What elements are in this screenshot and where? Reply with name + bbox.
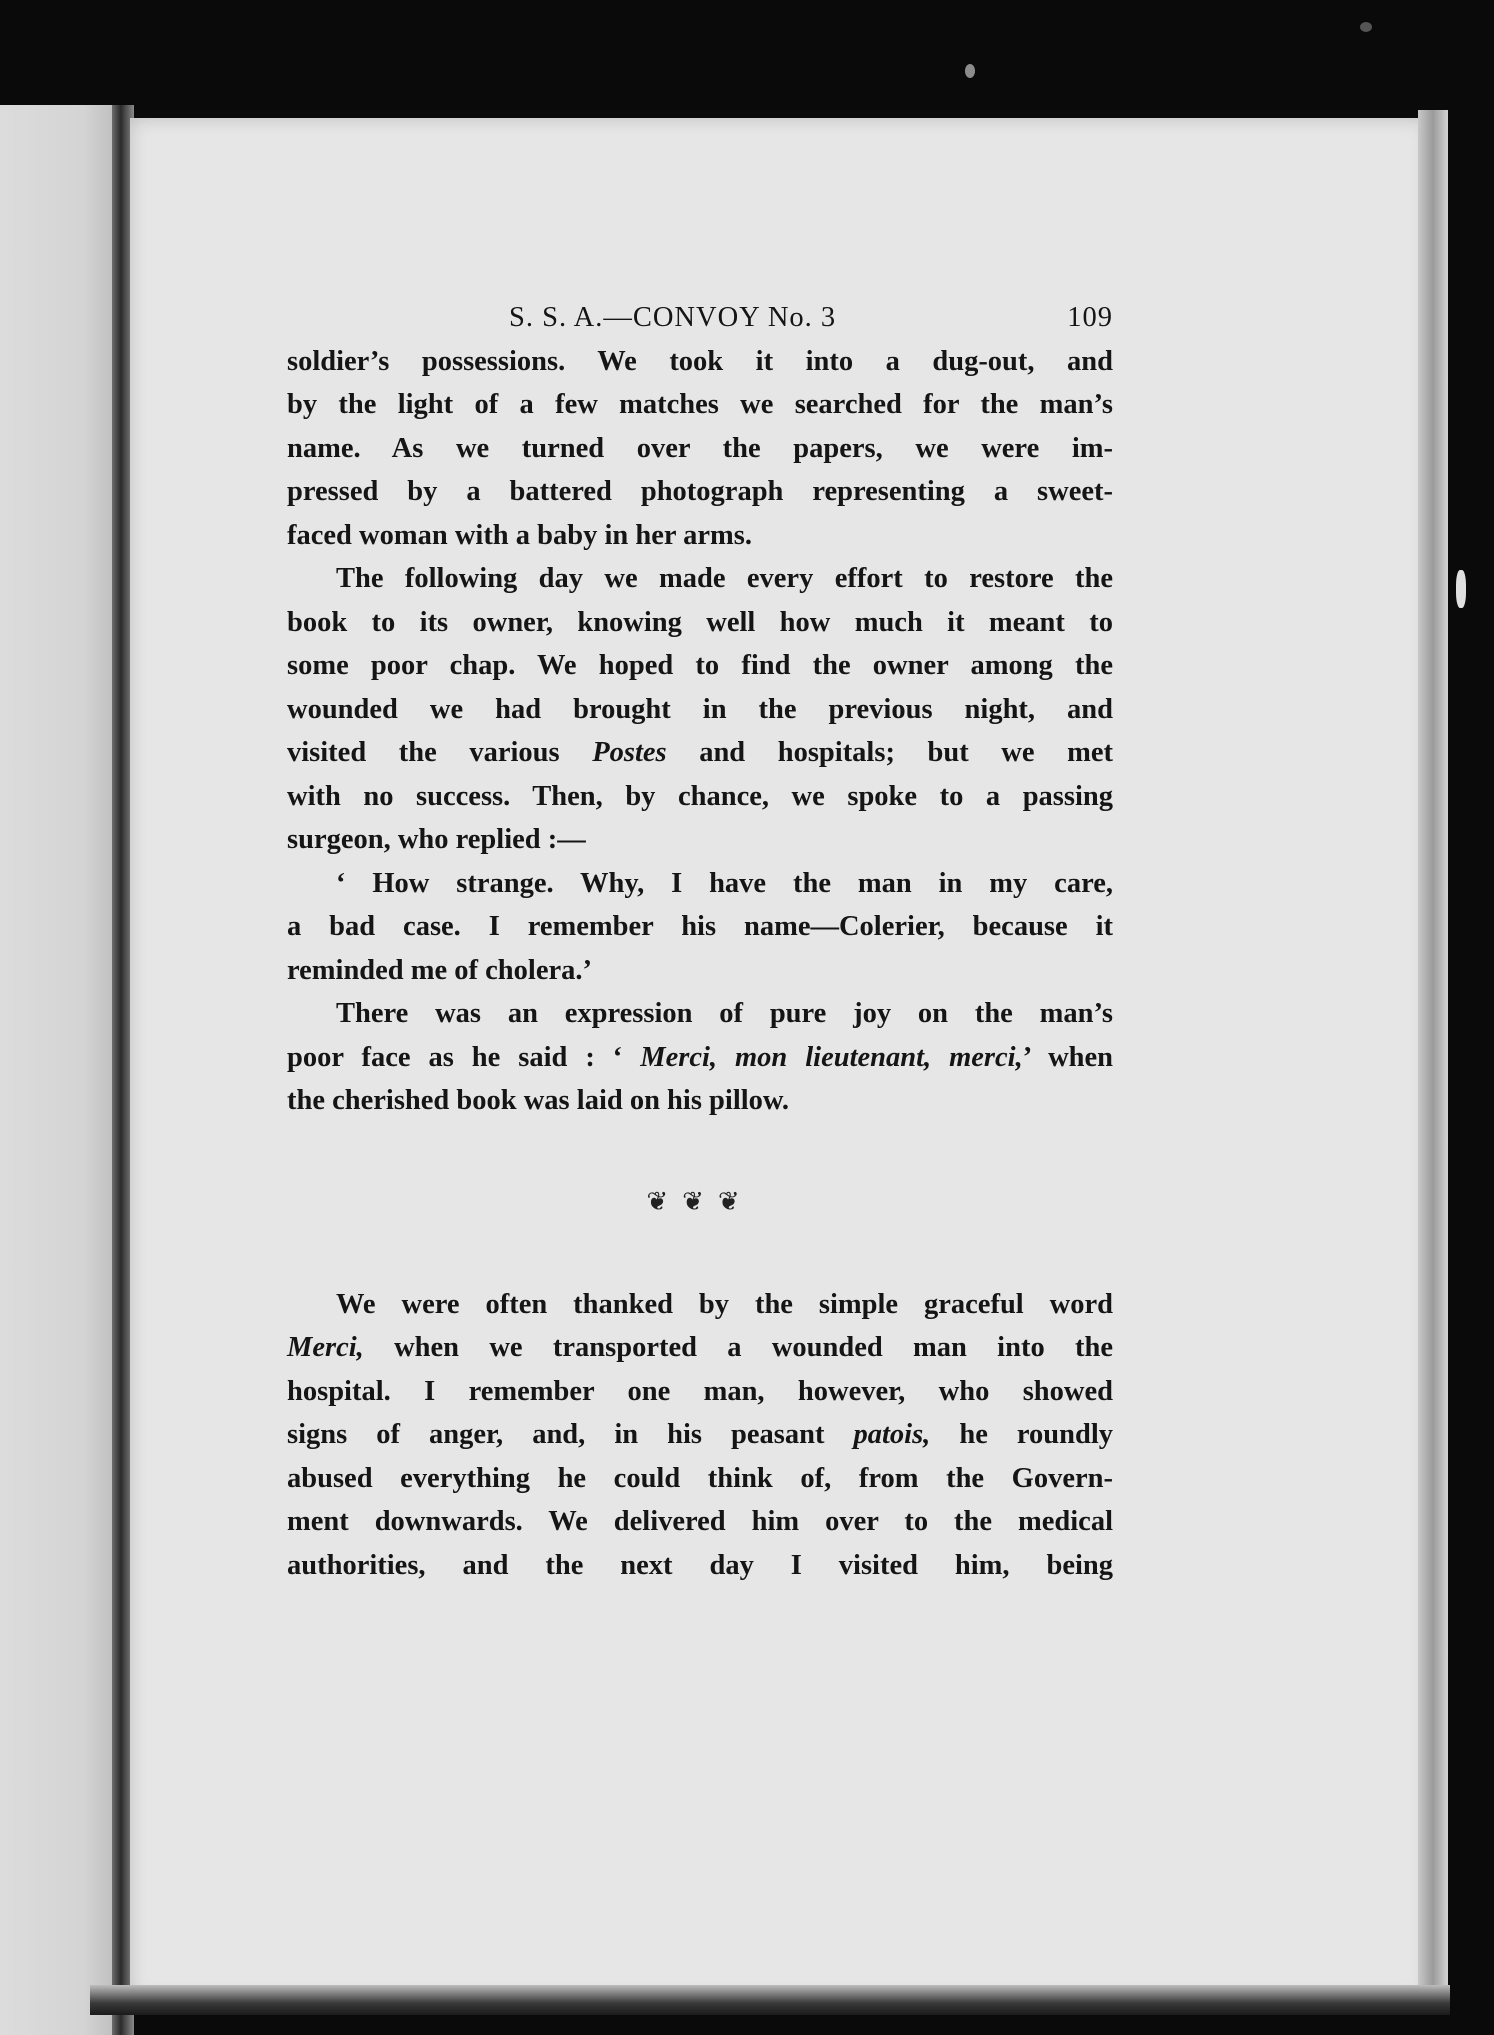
text-line: abused everything he could think of, from the Govern-: [287, 1462, 1113, 1494]
text-line: hospital. I remember one man, however, who showed: [287, 1375, 1113, 1407]
text-line: by the light of a few matches we searched for the man’s: [287, 389, 1113, 420]
text-line: There was an expression of pure joy on the man’s: [336, 998, 1113, 1029]
text-line: a bad case. I remember his name—Colerier, because it: [287, 911, 1113, 942]
page-bottom-edge: [90, 1985, 1450, 2015]
page-text: [287, 296, 1113, 1587]
text-segment: visited the various: [287, 737, 593, 768]
text-line: ment downwards. We delivered him over to the medical: [287, 1506, 1113, 1537]
page-number: 109: [1067, 302, 1113, 333]
text-line: pressed by a battered photograph representing a sweet-: [287, 476, 1113, 507]
page-right-edge: [1418, 110, 1448, 2005]
italic-phrase: Merci, mon lieutenant, merci,: [640, 1041, 1023, 1073]
text-line: [287, 1036, 1113, 1080]
running-header: [509, 296, 1113, 340]
running-title: S. S. A.—CONVOY No. 3: [509, 302, 837, 333]
text-line: surgeon, who replied :—: [287, 824, 586, 855]
text-line: The following day we made every effort to restore the: [336, 563, 1113, 594]
dust-speck: [965, 64, 975, 78]
dust-speck: [1360, 22, 1372, 32]
text-line: soldier’s possessions. We took it into a dug-out, and: [287, 345, 1113, 377]
text-segment: and hospitals; but we met: [666, 737, 1113, 768]
text-line: the cherished book was laid on his pillow.: [287, 1085, 790, 1116]
text-segment: signs of anger, and, in his peasant: [287, 1419, 854, 1450]
italic-word: Merci,: [287, 1332, 364, 1363]
section-ornament: ❦❦❦: [646, 1186, 754, 1217]
text-segment: ’ when: [1022, 1041, 1113, 1073]
text-line: faced woman with a baby in her arms.: [287, 519, 752, 551]
text-segment: when we transported a wounded man into the: [363, 1332, 1113, 1363]
previous-page-edge: [0, 105, 118, 2035]
text-line: some poor chap. We hoped to find the owner among the: [287, 650, 1113, 681]
text-segment: he roundly: [930, 1419, 1113, 1450]
margin-mark: [1456, 570, 1466, 608]
text-line: [287, 1413, 1113, 1457]
text-segment: poor face as he said : ‘: [287, 1041, 641, 1073]
text-line: book to its owner, knowing well how much it meant to: [287, 606, 1113, 638]
italic-word: patois,: [853, 1419, 931, 1450]
text-line: with no success. Then, by chance, we spoke to a passing: [287, 780, 1113, 812]
text-line: ‘ How strange. Why, I have the man in my care,: [336, 867, 1113, 899]
text-line: reminded me of cholera.’: [287, 954, 592, 986]
italic-word: Postes: [592, 737, 667, 768]
text-line: name. As we turned over the papers, we were im-: [287, 432, 1113, 464]
text-line: [287, 1326, 1113, 1370]
text-line: We were often thanked by the simple graceful word: [336, 1288, 1113, 1320]
text-line: authorities, and the next day I visited him, being: [287, 1549, 1113, 1581]
text-line: wounded we had brought in the previous night, and: [287, 693, 1113, 725]
text-line: [287, 731, 1113, 775]
